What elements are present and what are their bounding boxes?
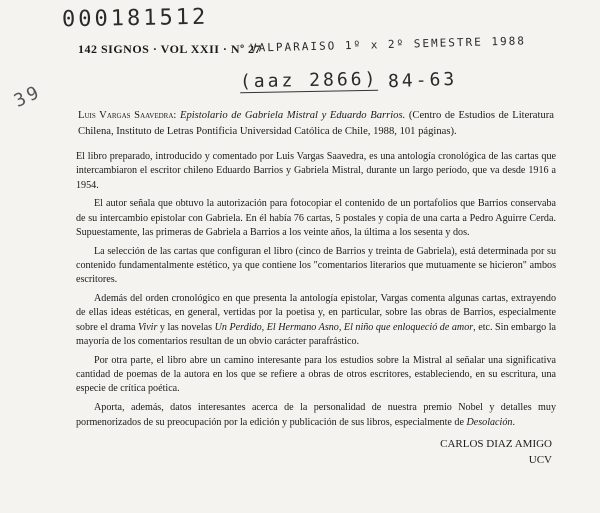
citation-details: (Centro de Estudios de Literatura Chilena, Instituto de Letras Pontificia Universidad Católica de Chile, 1988, 101 páginas). bbox=[78, 110, 554, 137]
review-body bbox=[76, 150, 556, 434]
reviewer-name: CARLOS DIAZ AMIGO bbox=[440, 438, 552, 450]
citation-author: Luis Vargas Saavedra: bbox=[78, 110, 177, 121]
paragraph-5: Por otra parte, el libro abre un camino interesante para los estudios sobre la Mistral al señalar una significativa cantidad de poemas de la autora en los que se refiere a obras de otros escritores, estableciendo, en su escritura, una especie de crítica poética. bbox=[76, 354, 556, 395]
paragraph-3: La selección de las cartas que configuran el libro (cinco de Barrios y treinta de Gabriela), está determinada por su contenido fundamentalmente estético, ya que contiene los "comentarios literarios que mutuamente se hicieron" ambos escritores. bbox=[76, 245, 556, 286]
paragraph-4 bbox=[76, 292, 556, 349]
paragraph-4-text-c: , etc. Sin embargo la mayoría de los comentarios resultan de un obvio carácter parafrástico. bbox=[76, 321, 556, 348]
reviewer-signature bbox=[440, 436, 552, 468]
reviewer-affiliation: UCV bbox=[528, 454, 552, 466]
handwritten-page-range: 84-63 bbox=[387, 68, 458, 93]
handwritten-identifier: (aaz 2866) bbox=[239, 68, 379, 93]
book-citation bbox=[78, 108, 554, 140]
paragraph-6-text-a: Aporta, además, datos interesantes acerca de la personalidad de nuestra premio Nobel y detalles muy pormenorizados de su preocupación por la edición y publicación de sus libros, especialmente de bbox=[76, 402, 556, 428]
novel-titles: Un Perdido, El Hermano Asno, El niño que enloqueció de amor bbox=[214, 321, 474, 333]
citation-title: Epistolario de Gabriela Mistral y Eduardo Barrios. bbox=[179, 110, 406, 121]
paragraph-1: El libro preparado, introducido y comentado por Luis Vargas Saavedra, es una antología cronológica de las cartas que intercambiaron el escritor chileno Eduardo Barrios y Gabriela Mistral, durante un largo período, que va desde 1916 a 1954. bbox=[76, 151, 556, 191]
title-vivir: Vivir bbox=[137, 321, 158, 333]
paragraph-4-text-a: Además del orden cronológico en que presenta la antología epistolar, Vargas comenta algunas cartas, extrayendo de ellas ideas estéticas, en general, vertidas por la poetisa y, en particular, sobre las obras de Barrios, especialmente sobre el drama bbox=[76, 293, 556, 333]
paragraph-6 bbox=[76, 401, 556, 430]
paragraph-6-text-b: . bbox=[512, 416, 515, 428]
handwritten-location-note: VALPARAISO 1º x 2º SEMESTRE 1988 bbox=[249, 34, 527, 55]
paragraph-2: El autor señala que obtuvo la autorización para fotocopiar el contenido de un portafolios que Barrios conservaba de su intercambio epistolar con Gabriela. En él había 76 cartas, 5 postales y copia de una carta a Pedro Aguirre Cerda. Supuestamente, las primeras de Gabriela a Barrios a los veinte años, la última a los sesenta y dos. bbox=[76, 198, 556, 238]
title-desolacion: Desolación bbox=[466, 416, 513, 428]
handwritten-catalog-code: 000181512 bbox=[61, 4, 209, 33]
handwritten-margin-number: 39 bbox=[10, 81, 45, 112]
running-head: 142 SIGNOS · VOL XXII · Nº 27 bbox=[78, 42, 262, 56]
paragraph-4-text-b: y las novelas bbox=[157, 321, 215, 333]
